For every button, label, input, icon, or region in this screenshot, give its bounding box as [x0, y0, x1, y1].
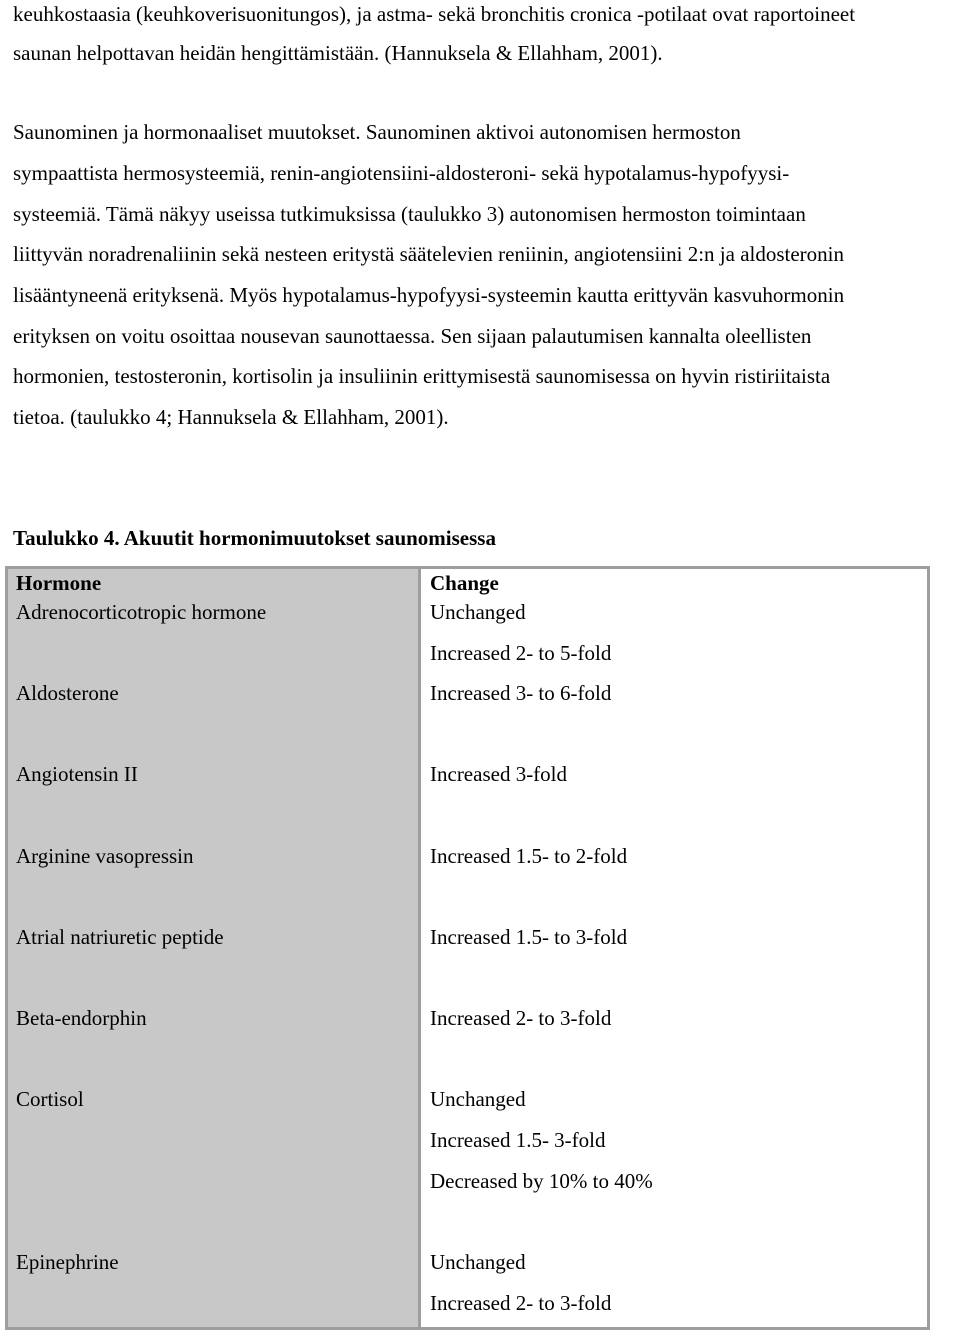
- paragraph-line: keuhkostaasia (keuhkoverisuonitungos), ja astma- sekä bronchitis cronica -potilaat ovat raportoineet: [13, 2, 856, 26]
- paragraph-line: hormonien, testosteronin, kortisolin ja insuliinin erittymisestä saunomisessa on hyvin ristiriitaista: [13, 364, 831, 388]
- table-cell-change: Unchanged: [430, 1250, 526, 1274]
- table-cell-hormone: Adrenocorticotropic hormone: [16, 600, 267, 624]
- paragraph-line: tietoa. (taulukko 4; Hannuksela & Ellahham, 2001).: [13, 405, 449, 429]
- table-cell-hormone: Aldosterone: [16, 681, 119, 705]
- paragraph-line: liittyvän noradrenaliinin sekä nesteen eritystä säätelevien reniinin, angiotensiini 2:n ja aldosteronin: [13, 242, 845, 266]
- table-cell-change: Increased 2- to 5-fold: [430, 641, 612, 665]
- table-cell-change: Unchanged: [430, 600, 526, 624]
- table-cell-change: Increased 1.5- 3-fold: [430, 1128, 606, 1152]
- paragraph-line: sympaattista hermosysteemiä, renin-angiotensiini-aldosteroni- sekä hypotalamus-hypofyysi-: [13, 161, 790, 185]
- paragraph-line: Saunominen ja hormonaaliset muutokset. Saunominen aktivoi autonomisen hermoston: [13, 120, 741, 144]
- table-cell-change: Increased 1.5- to 2-fold: [430, 844, 628, 868]
- paragraph-line: erityksen on voitu osoittaa nousevan saunottaessa. Sen sijaan palautumisen kannalta oleellisten: [13, 324, 812, 348]
- table-cell-change: Increased 3-fold: [430, 762, 568, 786]
- table-cell-change: Increased 1.5- to 3-fold: [430, 925, 628, 949]
- paragraph-line: lisääntyneenä erityksenä. Myös hypotalamus-hypofyysi-systeemin kautta erittyvän kasvuhormonin: [13, 283, 845, 307]
- table-cell-change: Increased 3- to 6-fold: [430, 681, 612, 705]
- table-cell-hormone: Beta-endorphin: [16, 1006, 147, 1030]
- table-cell-hormone: Cortisol: [16, 1087, 84, 1111]
- header-change: Change: [430, 571, 499, 595]
- table-cell-hormone: Angiotensin II: [16, 762, 138, 786]
- table-cell-hormone: Epinephrine: [16, 1250, 119, 1274]
- paragraph-line: saunan helpottavan heidän hengittämistään. (Hannuksela & Ellahham, 2001).: [13, 41, 663, 65]
- table-cell-change: Increased 2- to 3-fold: [430, 1291, 612, 1315]
- hormone-table: [5, 566, 930, 1330]
- table-cell-change: Decreased by 10% to 40%: [430, 1169, 653, 1193]
- paragraph-line: systeemiä. Tämä näkyy useissa tutkimuksissa (taulukko 3) autonomisen hermoston toimintaan: [13, 202, 806, 226]
- table-caption-title: Akuutit hormonimuutokset saunomisessa: [123, 526, 496, 550]
- table-caption-label: Taulukko 4.: [13, 526, 120, 550]
- header-hormone: Hormone: [16, 571, 102, 595]
- table-cell-hormone: Atrial natriuretic peptide: [16, 925, 224, 949]
- table-cell-change: Increased 2- to 3-fold: [430, 1006, 612, 1030]
- table-caption: [13, 526, 496, 550]
- table-cell-hormone: Arginine vasopressin: [16, 844, 194, 868]
- table-cell-change: Unchanged: [430, 1087, 526, 1111]
